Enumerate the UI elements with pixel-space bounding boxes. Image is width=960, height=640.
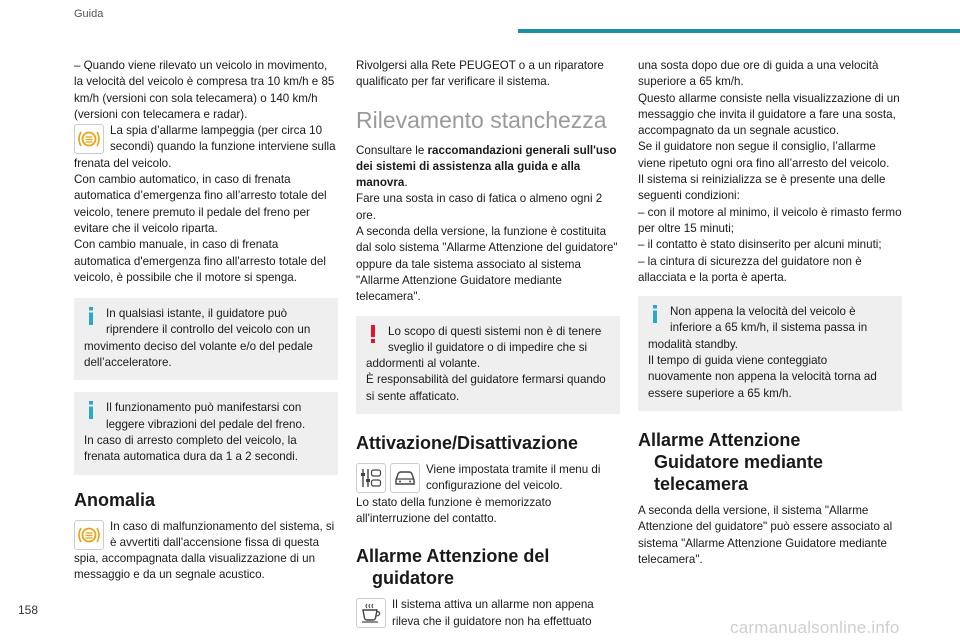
info-icon (648, 305, 662, 323)
caution-note (356, 316, 620, 414)
heading-attivazione: Attivazione/Disattivazione (356, 433, 579, 454)
car-icon (390, 463, 420, 493)
text-span: Consultare le (356, 143, 428, 157)
heading-line: telecamera (654, 473, 749, 494)
column-3 (638, 58, 902, 568)
page-number: 158 (18, 603, 39, 617)
page-header-title: Guida (74, 8, 104, 20)
icon-paragraph-text: La spia d’allarme lampeggia (per circa 10 secondi) quando la funzione interviene sulla frenata del veicolo. (74, 124, 336, 170)
paragraph: una sosta dopo due ore di guida a una velocità superiore a 65 km/h. (638, 59, 879, 89)
paragraph: A seconda della versione, la funzione è costituita dal solo sistema "Allarme Attenzione del guidatore" oppure da tale sistema associato al sistema "Allarme Attenzione Guidatore mediante telecamera". (356, 225, 618, 304)
icon-paragraph (356, 462, 620, 495)
heading-allarme-telecamera (638, 429, 902, 495)
section-title: Rilevamento stanchezza (356, 106, 607, 133)
column-1 (74, 58, 338, 584)
icon-paragraph (74, 123, 338, 172)
heading-allarme-attenzione-guidatore (356, 545, 620, 589)
paragraph: Con cambio manuale, in caso di frenata automatica d'emergenza fino all'arresto totale del veicolo, è possibile che il motore si spenga. (74, 238, 326, 284)
brake-warning-light-icon (74, 124, 104, 154)
paragraph: Lo stato della funzione è memorizzato all'interruzione del contatto. (356, 495, 552, 525)
icon-paragraph (356, 597, 620, 630)
text-span: . (404, 176, 408, 190)
paragraph: Fare una sosta in caso di fatica o almeno ogni 2 ore. (356, 192, 603, 222)
list-item: – con il motore al minimo, il veicolo è rimasto fermo per oltre 15 minuti; (638, 205, 902, 235)
heading-line: Allarme Attenzione (638, 429, 801, 450)
icon-paragraph-text: Viene impostata tramite il menu di configurazione del veicolo. (426, 463, 601, 493)
paragraph: Se il guidatore non segue il consiglio, l’allarme viene ripetuto ogni ora fino all’arresto del veicolo. (638, 140, 890, 170)
column-2 (356, 58, 620, 630)
caution-icon (366, 325, 380, 343)
heading-line: guidatore (372, 568, 455, 589)
paragraph (356, 143, 620, 192)
heading-line: Guidatore mediante (654, 451, 824, 472)
header-accent-bar (518, 29, 960, 33)
icon-paragraph-text: Il sistema attiva un allarme non appena rileva che il guidatore non ha effettuato (392, 598, 594, 628)
info-icon (84, 401, 98, 419)
info-note (74, 298, 338, 380)
icon-paragraph-text: In caso di malfunzionamento del sistema, si è avvertiti dall'accensione fissa di questa spia, accompagnata dalla visualizzazione di un messaggio e da un segnale acustico. (74, 519, 335, 582)
info-icon (84, 307, 98, 325)
note-text: Non appena la velocità del veicolo è inferiore a 65 km/h, il sistema passa in modalità standby. (648, 305, 868, 351)
paragraph: – Quando viene rilevato un veicolo in movimento, la velocità del veicolo è compresa tra 10 km/h e 85 km/h (versioni con sola telecamera) o 140 km/h (versioni con telecamera e radar). (74, 59, 335, 121)
vehicle-settings-icon (356, 463, 386, 493)
icon-paragraph (74, 519, 338, 584)
info-note (74, 392, 338, 474)
watermark-text: carmanualsonline.info (730, 618, 900, 637)
brake-warning-light-icon (74, 520, 104, 550)
list-item: – la cintura di sicurezza del guidatore non è allacciata e la porta è aperta. (638, 254, 862, 284)
paragraph: Il sistema si reinizializza se è presente una delle seguenti condizioni: (638, 173, 886, 203)
note-text: In qualsiasi istante, il guidatore può riprendere il controllo del veicolo con un movimento deciso del volante e/o del pedale dell’acceleratore. (84, 307, 313, 370)
info-note (638, 296, 902, 411)
list-item: – il contatto è stato disinserito per alcuni minuti; (638, 238, 882, 252)
note-text: Lo scopo di questi sistemi non è di tenere sveglio il guidatore o di impedire che si addormenti al volante. (366, 324, 602, 371)
bold-reference: raccomandazioni generali sull'uso dei sistemi di assistenza alla guida e alla manovra (356, 143, 617, 190)
paragraph: Questo allarme consiste nella visualizzazione di un messaggio che invita il guidatore a fare una sosta, accompagnato da un segnale acustico. (638, 91, 900, 138)
note-text: È responsabilità del guidatore fermarsi quando si sente affaticato. (366, 373, 606, 403)
note-text: Il funzionamento può manifestarsi con leggere vibrazioni del pedale del freno. (106, 401, 306, 431)
note-text: Il tempo di guida viene conteggiato nuovamente non appena la velocità torna ad essere superiore a 65 km/h. (648, 354, 877, 400)
paragraph: Con cambio automatico, in caso di frenata automatica d’emergenza fino all’arresto totale del veicolo, tenere premuto il pedale del freno per evitare che il veicolo riparta. (74, 173, 327, 235)
note-text: In caso di arresto completo del veicolo, la frenata automatica dura da 1 a 2 secondi. (84, 433, 298, 464)
heading-anomalia: Anomalia (74, 489, 156, 510)
coffee-cup-icon (356, 598, 386, 628)
paragraph: Rivolgersi alla Rete PEUGEOT o a un riparatore qualificato per far verificare il sistema. (356, 59, 604, 89)
heading-line: Allarme Attenzione del (356, 546, 550, 567)
paragraph: A seconda della versione, il sistema "Allarme Attenzione del guidatore" può essere associato al sistema "Allarme Attenzione Guidatore mediante telecamera". (638, 503, 893, 566)
